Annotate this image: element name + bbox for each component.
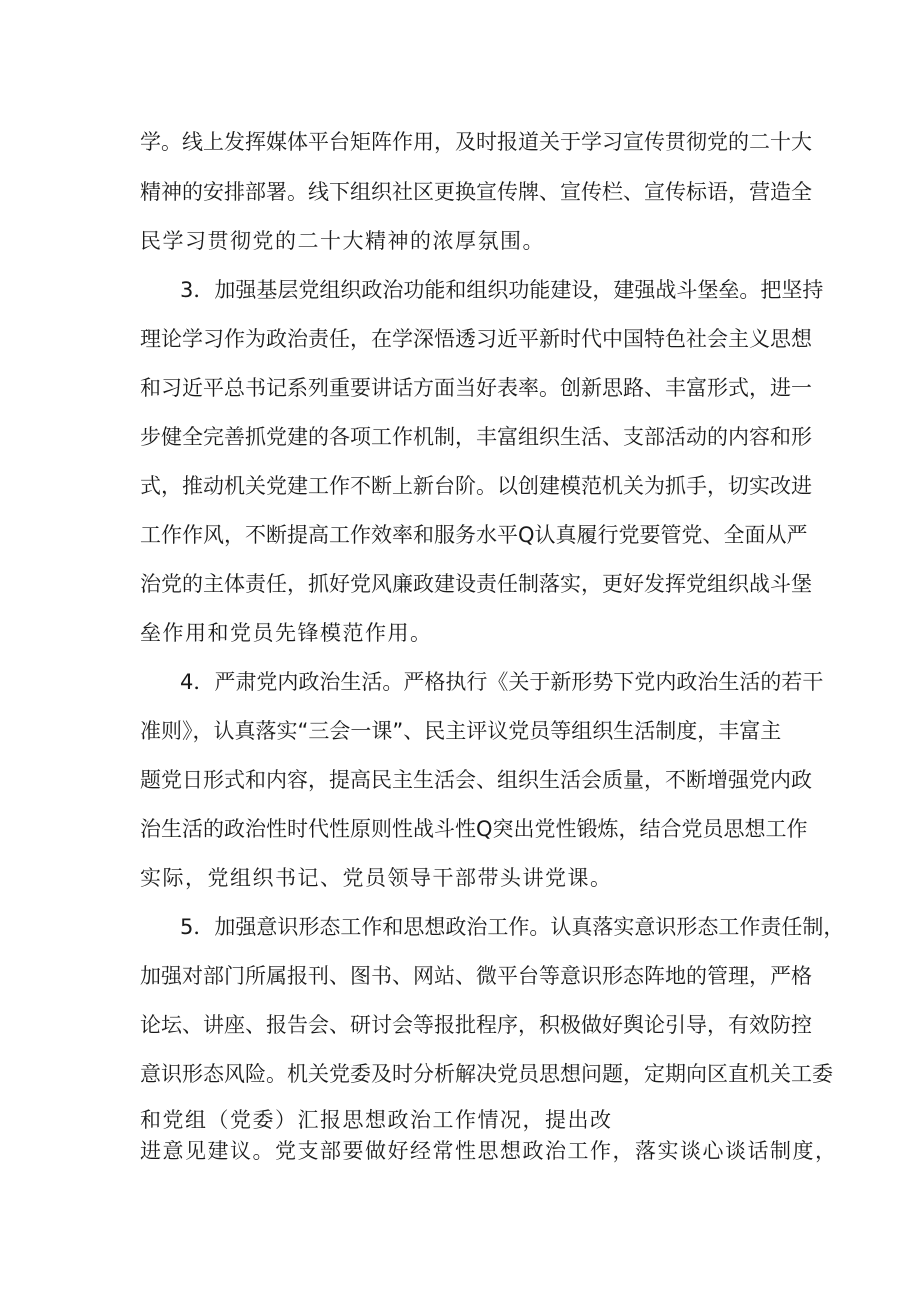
text-line: 3．加强基层党组织政治功能和组织功能建设，建强战斗堡垒。把坚持 bbox=[180, 278, 824, 302]
text-line: 步健全完善抓党建的各项工作机制，丰富组织生活、支部活动的内容和形 bbox=[140, 425, 812, 449]
text-line: 加强对部门所属报刊、图书、网站、微平台等意识形态阵地的管理，严格 bbox=[140, 964, 812, 988]
text-line: 工作作风，不断提高工作效率和服务水平Q认真履行党要管党、全面从严 bbox=[140, 523, 808, 547]
text-line: 精神的安排部署。线下组织社区更换宣传牌、宣传栏、宣传标语，营造全 bbox=[140, 180, 812, 204]
text-line: 4．严肃党内政治生活。严格执行《关于新形势下党内政治生活的若干 bbox=[180, 670, 824, 694]
text-line: 题党日形式和内容，提高民主生活会、组织生活会质量，不断增强党内政 bbox=[140, 768, 812, 792]
text-line: 和党组（党委）汇报思想政治工作情况，提出改 bbox=[140, 1108, 613, 1132]
text-line: 民学习贯彻党的二十大精神的浓厚氛围。 bbox=[140, 229, 545, 253]
text-line: 和习近平总书记系列重要讲话方面当好表率。创新思路、丰富形式，进一 bbox=[140, 376, 812, 400]
text-line: 论坛、讲座、报告会、研讨会等报批程序，积极做好舆论引导，有效防控 bbox=[140, 1013, 812, 1037]
text-line: 准则》，认真落实“三会一课”、民主评议党员等组织生活制度，丰富主 bbox=[140, 719, 782, 743]
text-line: 学。线上发挥媒体平台矩阵作用，及时报道关于学习宣传贯彻党的二十大 bbox=[140, 130, 812, 154]
text-line: 5．加强意识形态工作和思想政治工作。认真落实意识形态工作责任制， bbox=[180, 915, 845, 939]
text-line: 理论学习作为政治责任，在学深悟透习近平新时代中国特色社会主义思想 bbox=[140, 327, 812, 351]
text-line: 实际，党组织书记、党员领导干部带头讲党课。 bbox=[140, 866, 613, 890]
text-line: 意识形态风险。机关党委及时分析解决党员思想问题，定期向区直机关工委 bbox=[140, 1062, 833, 1086]
text-line: 治党的主体责任，抓好党风廉政建设责任制落实，更好发挥党组织战斗堡 bbox=[140, 572, 812, 596]
text-line: 式，推动机关党建工作不断上新台阶。以创建模范机关为抓手，切实改进 bbox=[140, 474, 812, 498]
text-line: 垒作用和党员先锋模范作用。 bbox=[140, 621, 433, 645]
text-line: 治生活的政治性时代性原则性战斗性Q突出党性锻炼，结合党员思想工作 bbox=[140, 817, 808, 841]
text-line: 进意见建议。党支部要做好经常性思想政治工作，落实谈心谈话制度， bbox=[140, 1139, 838, 1163]
